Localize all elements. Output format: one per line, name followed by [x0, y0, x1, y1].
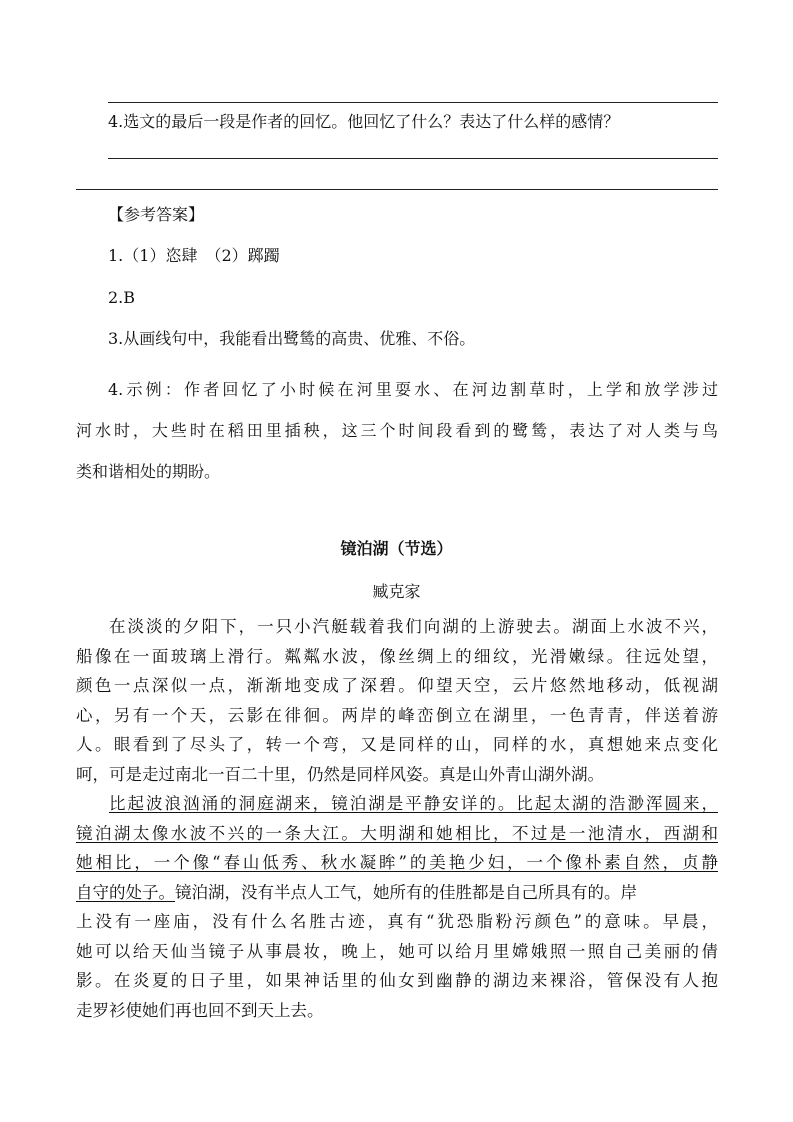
answer-line-bottom [108, 158, 718, 159]
answer-4-line: 河水时，大些时在稻田里插秧，这三个时间段看到的鹭鸶，表达了对人类与鸟 [76, 421, 718, 440]
paragraph-line: 走罗衫使她们再也回不到天上去。 [76, 1000, 324, 1020]
paragraph-line: 人。眼看到了尽头了，转一个弯，又是同样的山，同样的水，真想她来点变化 [76, 735, 718, 754]
underlined-line: 镜泊湖太像水波不兴的一条大江。大明湖和她相比，不过是一池清水，西湖和 [76, 823, 718, 843]
paragraph-line: 心，另有一个天，云影在徘徊。两岸的峰峦倒立在湖里，一色青青，伴送着游 [76, 705, 718, 725]
answers-heading: 【参考答案】 [108, 205, 205, 224]
question-4: 4.选文的最后一段是作者的回忆。他回忆了什么？表达了什么样的感情？ [108, 112, 620, 131]
answer-4-line: 类和谐相处的期盼。 [76, 462, 221, 481]
answer-4-line: 4.示例：作者回忆了小时候在河里耍水、在河边割草时，上学和放学涉过 [108, 380, 718, 399]
paragraph-line: 影。在炎夏的日子里，如果神话里的仙女到幽静的湖边来裸浴，管保没有人抱 [76, 971, 718, 990]
article-title: 镜泊湖（节选） [340, 539, 453, 558]
paragraph-line: 船像在一面玻璃上滑行。粼粼水波，像丝绸上的细纹，光滑嫩绿。往远处望， [76, 646, 718, 666]
paragraph-line: 在淡淡的夕阳下，一只小汽艇载着我们向湖的上游驶去。湖面上水波不兴， [109, 617, 718, 636]
paragraph-line: 她可以给天仙当镜子从事晨妆，晚上，她可以给月里嫦娥照一照自己美丽的倩 [76, 941, 718, 961]
answer-1: 1.（1）恣肆 （2）踯躅 [108, 246, 280, 265]
answer-2: 2.B [108, 288, 136, 307]
paragraph-line-rest: 镜泊湖，没有半点人工气，她所有的佳胜都是自己所具有的。岸 [175, 882, 637, 902]
paragraph-2 [76, 789, 718, 1025]
article-author: 臧克家 [372, 582, 421, 601]
answer-line-top [108, 102, 718, 103]
paragraph-line: 上没有一座庙，没有什么名胜古迹，真有“犹恐脂粉污颜色”的意味。早晨， [76, 912, 718, 931]
answer-4 [76, 369, 718, 492]
underlined-phrase: 自守的处子。 [76, 882, 175, 902]
answer-3: 3.从画线句中，我能看出鹭鸶的高贵、优雅、不俗。 [108, 329, 476, 348]
underlined-line: 她相比，一个像“春山低秀、秋水凝眸”的美艳少妇，一个像朴素自然，贞静 [76, 853, 718, 872]
paragraph-line: 呵，可是走过南北一百二十里，仍然是同样风姿。真是山外青山湖外湖。 [76, 764, 604, 784]
underlined-line: 比起波浪汹涌的洞庭湖来，镜泊湖是平静安详的。比起太湖的浩渺浑圆来， [109, 794, 718, 813]
paragraph-line [76, 878, 718, 908]
paragraph-line: 颜色一点深似一点，渐渐地变成了深碧。仰望天空，云片悠然地移动，低视湖 [76, 676, 718, 695]
section-divider [76, 189, 718, 190]
paragraph-1 [76, 612, 718, 789]
